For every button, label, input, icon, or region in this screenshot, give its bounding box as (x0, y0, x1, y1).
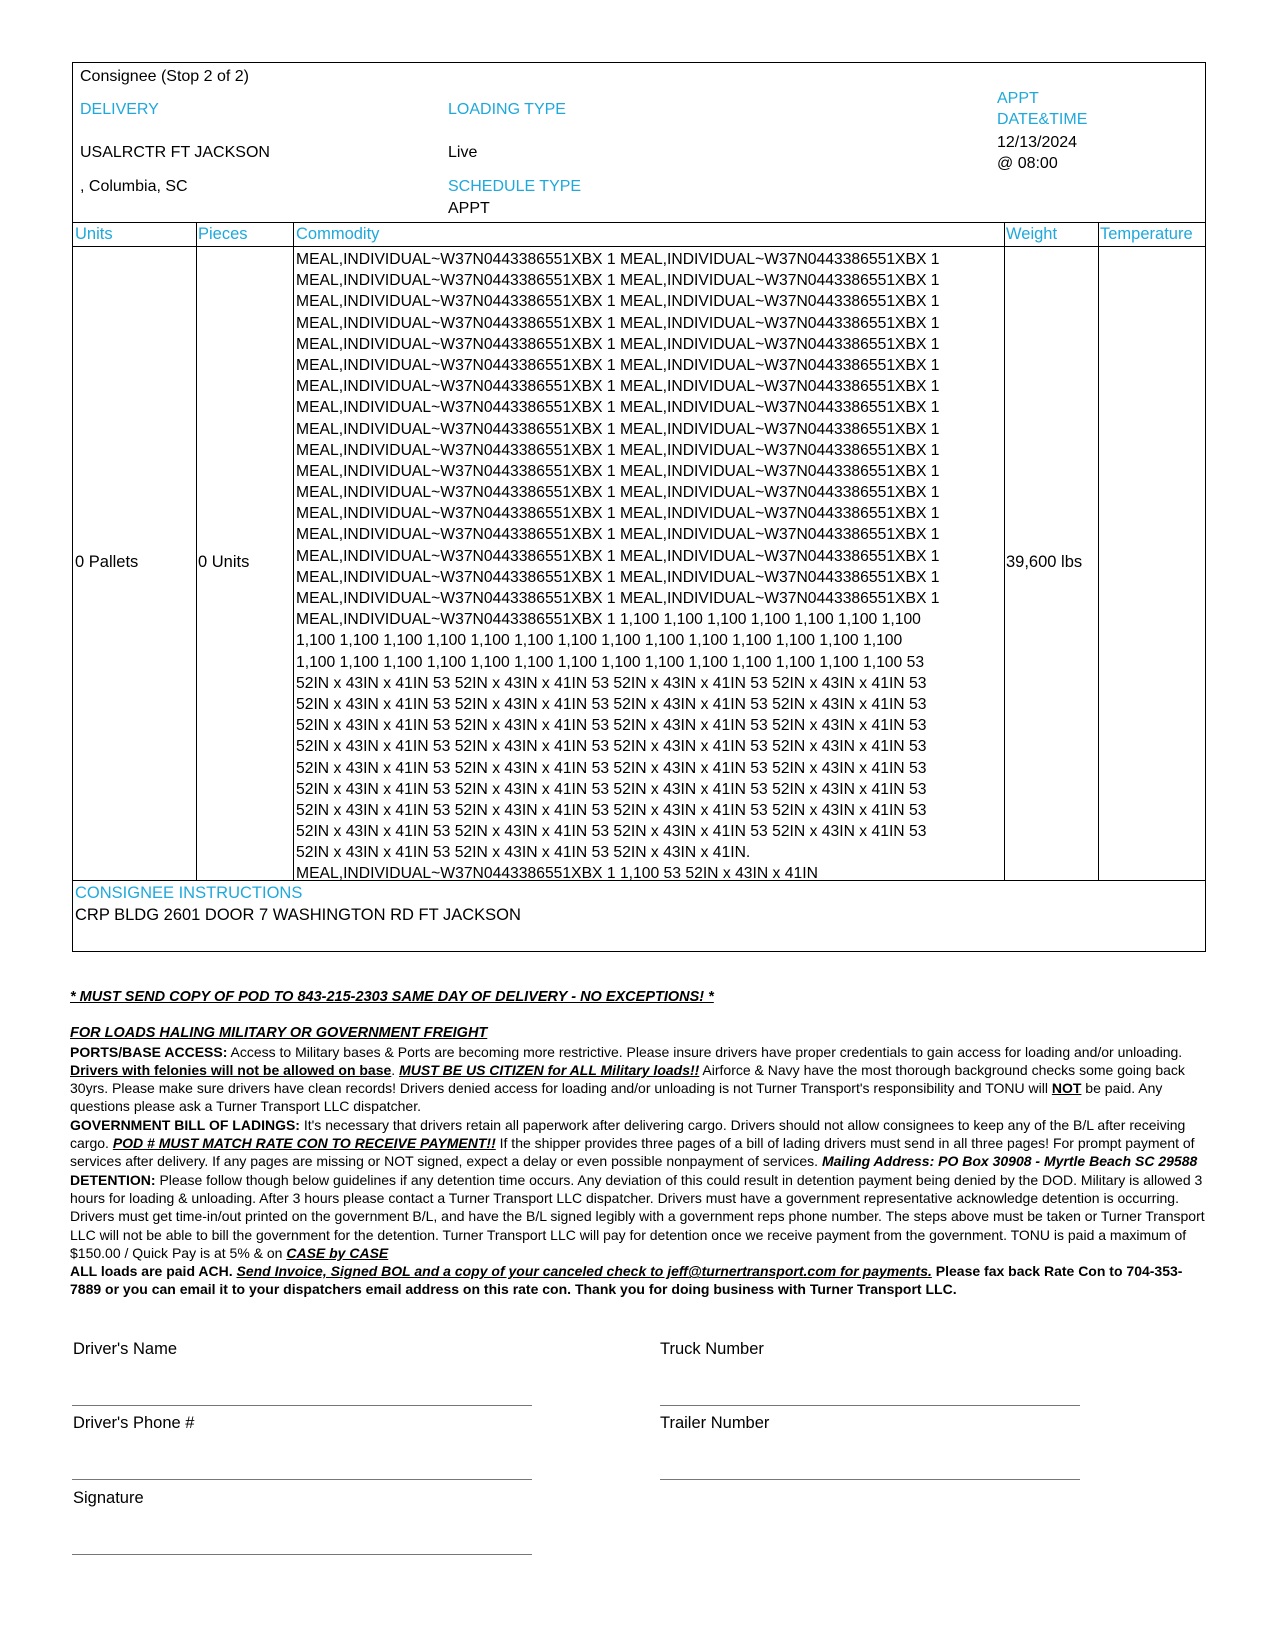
instructions-text: CRP BLDG 2601 DOOR 7 WASHINGTON RD FT JACKSON (75, 906, 521, 924)
ports-label: PORTS/BASE ACCESS: (70, 1043, 228, 1060)
header-commodity: Commodity (296, 225, 380, 243)
commodity-line: MEAL,INDIVIDUAL~W37N0443386551XBX 1 MEAL,INDIVIDUAL~W37N0443386551XBX 1 (296, 590, 940, 607)
loading-type-label: LOADING TYPE (448, 101, 566, 118)
commodity-line: MEAL,INDIVIDUAL~W37N0443386551XBX 1 MEAL,INDIVIDUAL~W37N0443386551XBX 1 (296, 356, 940, 374)
appt-date: 12/13/2024 (997, 134, 1078, 151)
commodity-line: MEAL,INDIVIDUAL~W37N0443386551XBX 1 1,100 1,100 1,100 1,100 1,100 1,100 1,100 (296, 611, 921, 629)
gbl-text: It's necessary that drivers retain all paperwork after delivering cargo. Drivers should not allow consignees to keep any of the B/L after receiving cargo. (70, 1116, 1186, 1152)
commodity-line: 52IN x 43IN x 41IN 53 52IN x 43IN x 41IN 53 52IN x 43IN x 41IN 53 52IN x 43IN x 41IN 53 (296, 759, 927, 777)
commodity-line: MEAL,INDIVIDUAL~W37N0443386551XBX 1 MEAL,INDIVIDUAL~W37N0443386551XBX 1 (296, 399, 940, 417)
commodity-line: MEAL,INDIVIDUAL~W37N0443386551XBX 1 MEAL,INDIVIDUAL~W37N0443386551XBX 1 (296, 251, 940, 268)
commodity-line: MEAL,INDIVIDUAL~W37N0443386551XBX 1 MEAL,INDIVIDUAL~W37N0443386551XBX 1 (296, 547, 940, 565)
truck-number-field[interactable] (660, 1405, 1080, 1406)
commodity-line: 52IN x 43IN x 41IN 53 52IN x 43IN x 41IN 53 52IN x 43IN x 41IN 53 52IN x 43IN x 41IN 53 (296, 738, 927, 756)
felony-notice: Drivers with felonies will not be allowed on base (70, 1061, 392, 1078)
commodity-line: 1,100 1,100 1,100 1,100 1,100 1,100 1,100 1,100 1,100 1,100 1,100 1,100 1,100 1,100 53 (296, 653, 925, 671)
commodity-line: 52IN x 43IN x 41IN 53 52IN x 43IN x 41IN 53 52IN x 43IN x 41IN 53 52IN x 43IN x 41IN 53 (296, 717, 927, 735)
commodity-line: 52IN x 43IN x 41IN 53 52IN x 43IN x 41IN 53 52IN x 43IN x 41IN 53 52IN x 43IN x 41IN 53 (296, 801, 927, 819)
truck-number-label: Truck Number (660, 1340, 764, 1358)
appt-label-2: DATE&TIME (997, 111, 1088, 128)
header-pieces: Pieces (198, 225, 248, 243)
commodity-line: MEAL,INDIVIDUAL~W37N0443386551XBX 1 MEAL,INDIVIDUAL~W37N0443386551XBX 1 (296, 335, 940, 353)
table-divider (1098, 222, 1099, 880)
commodity-line: MEAL,INDIVIDUAL~W37N0443386551XBX 1 MEAL,INDIVIDUAL~W37N0443386551XBX 1 (296, 293, 940, 311)
ach-text: ALL loads are paid ACH. (70, 1263, 237, 1280)
row-units: 0 Pallets (75, 553, 139, 571)
ports-text-3: be paid. Any questions please ask a Turner Transport LLC dispatcher. (70, 1080, 1163, 1115)
commodity-line: 1,100 1,100 1,100 1,100 1,100 1,100 1,100 1,100 1,100 1,100 1,100 1,100 1,100 1,100 (296, 632, 903, 650)
signature-field[interactable] (72, 1554, 532, 1555)
ports-paragraph (70, 1043, 1210, 1116)
commodity-cell (296, 249, 996, 885)
consignee-title: Consignee (Stop 2 of 2) (80, 68, 249, 85)
ach-text-2: Please fax back Rate Con to 704-353-7889 or you can email it to your dispatchers email address on this rate con. Thank you for doing business with Turner Transport LLC. (70, 1263, 1183, 1298)
commodity-line: MEAL,INDIVIDUAL~W37N0443386551XBX 1 MEAL,INDIVIDUAL~W37N0443386551XBX 1 (296, 314, 940, 332)
ports-text-2: Airforce & Navy have the most thorough background checks some going back 30yrs. Please make sure drivers have clean records! Drivers denied access for loading and/or unloading is not Turner Transport's responsibility and TONU will (70, 1061, 1185, 1097)
pod-match-notice: POD # MUST MATCH RATE CON TO RECEIVE PAYMENT!! (112, 1135, 496, 1152)
table-top-border (73, 222, 1205, 223)
military-heading: FOR LOADS HALING MILITARY OR GOVERNMENT FREIGHT (70, 1025, 488, 1042)
detention-text: Please follow though below guidelines if any detention time occurs. Any deviation of this could result in detention payment being denied by the DOD. Military is allowed 3 hours for loading & unloading. After 3 hours please contact a Turner Transport LLC dispatcher. Drivers must have a government representative acknowledge detention is occurring. Drivers must get time-in/out printed on the government B/L, and have the B/L signed legibly with a government reps phone number. The steps above must be taken or Turner Transport LLC will not be able to bill the government for the detention. Turner Transport LLC will pay for detention once we receive payment from the government. TONU is paid a maximum of $150.00 / Quick Pay is at 5% & on (70, 1171, 1205, 1261)
table-divider (1004, 222, 1005, 880)
header-temperature: Temperature (1100, 225, 1193, 243)
commodity-line: MEAL,INDIVIDUAL~W37N0443386551XBX 1 MEAL,INDIVIDUAL~W37N0443386551XBX 1 (296, 484, 940, 502)
row-weight: 39,600 lbs (1006, 553, 1083, 571)
commodity-line: 52IN x 43IN x 41IN 53 52IN x 43IN x 41IN 53 52IN x 43IN x 41IN 53 52IN x 43IN x 41IN 53 (296, 823, 927, 841)
not-emphasis: NOT (1051, 1080, 1082, 1097)
commodity-line: MEAL,INDIVIDUAL~W37N0443386551XBX 1 MEAL,INDIVIDUAL~W37N0443386551XBX 1 (296, 526, 940, 544)
commodity-line: MEAL,INDIVIDUAL~W37N0443386551XBX 1 MEAL,INDIVIDUAL~W37N0443386551XBX 1 (296, 378, 940, 396)
detention-paragraph (70, 1171, 1210, 1262)
commodity-line: 52IN x 43IN x 41IN 53 52IN x 43IN x 41IN 53 52IN x 43IN x 41IN 53 52IN x 43IN x 41IN 53 (296, 674, 927, 692)
mailing-address: Mailing Address: PO Box 30908 - Myrtle Beach SC 29588 (821, 1153, 1198, 1170)
instructions-label: CONSIGNEE INSTRUCTIONS (75, 884, 303, 902)
commodity-line: MEAL,INDIVIDUAL~W37N0443386551XBX 1 MEAL,INDIVIDUAL~W37N0443386551XBX 1 (296, 568, 940, 586)
delivery-label: DELIVERY (80, 101, 159, 118)
commodity-line: MEAL,INDIVIDUAL~W37N0443386551XBX 1 MEAL,INDIVIDUAL~W37N0443386551XBX 1 (296, 420, 940, 438)
commodity-line: MEAL,INDIVIDUAL~W37N0443386551XBX 1 MEAL,INDIVIDUAL~W37N0443386551XBX 1 (296, 505, 940, 523)
gbl-text-2: If the shipper provides three pages of a bill of lading drivers must send in all three pages! For prompt payment of services after delivery. If any pages are missing or NOT signed, expect a delay or even possible nonpayment of services. (70, 1135, 1195, 1170)
ports-dot: . (391, 1061, 400, 1078)
signature-label: Signature (73, 1489, 144, 1507)
gbl-paragraph (70, 1116, 1210, 1171)
commodity-line: MEAL,INDIVIDUAL~W37N0443386551XBX 1 MEAL,INDIVIDUAL~W37N0443386551XBX 1 (296, 462, 940, 480)
commodity-line: 52IN x 43IN x 41IN 53 52IN x 43IN x 41IN 53 52IN x 43IN x 41IN 53 52IN x 43IN x 41IN 53 (296, 695, 927, 713)
case-by-case: CASE by CASE (286, 1244, 389, 1261)
table-divider (293, 222, 294, 880)
gbl-label: GOVERNMENT BILL OF LADINGS: (70, 1116, 300, 1133)
header-units: Units (75, 225, 113, 243)
ach-paragraph (70, 1262, 1210, 1299)
citizen-notice: MUST BE US CITIZEN for ALL Military loads!! (399, 1061, 700, 1078)
loading-type-value: Live (448, 144, 478, 161)
driver-phone-label: Driver's Phone # (73, 1414, 195, 1432)
commodity-line: MEAL,INDIVIDUAL~W37N0443386551XBX 1 MEAL,INDIVIDUAL~W37N0443386551XBX 1 (296, 272, 940, 290)
terms-section (70, 988, 1210, 1299)
appt-label-1: APPT (997, 90, 1039, 107)
appt-time: @ 08:00 (997, 155, 1058, 172)
trailer-number-field[interactable] (660, 1479, 1080, 1480)
consignee-city: , Columbia, SC (80, 178, 188, 195)
invoice-instructions: Send Invoice, Signed BOL and a copy of your canceled check to jeff@turnertransport.com for payments. (236, 1263, 932, 1280)
trailer-number-label: Trailer Number (660, 1414, 770, 1432)
driver-phone-field[interactable] (72, 1479, 532, 1480)
commodity-line: MEAL,INDIVIDUAL~W37N0443386551XBX 1 1,100 53 52IN x 43IN x 41IN (296, 865, 818, 883)
driver-name-field[interactable] (72, 1405, 532, 1406)
commodity-line: MEAL,INDIVIDUAL~W37N0443386551XBX 1 MEAL,INDIVIDUAL~W37N0443386551XBX 1 (296, 441, 940, 459)
detention-label: DETENTION: (70, 1171, 156, 1188)
driver-name-label: Driver's Name (73, 1340, 177, 1358)
header-weight: Weight (1006, 225, 1058, 243)
commodity-line: 52IN x 43IN x 41IN 53 52IN x 43IN x 41IN 53 52IN x 43IN x 41IN. (296, 844, 751, 862)
schedule-type-value: APPT (448, 200, 490, 217)
table-divider (196, 222, 197, 880)
commodity-line: 52IN x 43IN x 41IN 53 52IN x 43IN x 41IN 53 52IN x 43IN x 41IN 53 52IN x 43IN x 41IN 53 (296, 780, 927, 798)
pod-notice: * MUST SEND COPY OF POD TO 843-215-2303 SAME DAY OF DELIVERY - NO EXCEPTIONS! * (70, 989, 714, 1005)
row-pieces: 0 Units (198, 553, 250, 571)
ports-text: Access to Military bases & Ports are becoming more restrictive. Please insure drivers have proper credentials to gain access for loading and/or unloading. (227, 1043, 1183, 1060)
table-header-border (73, 246, 1205, 247)
schedule-type-label: SCHEDULE TYPE (448, 178, 582, 195)
consignee-name: USALRCTR FT JACKSON (80, 144, 270, 161)
